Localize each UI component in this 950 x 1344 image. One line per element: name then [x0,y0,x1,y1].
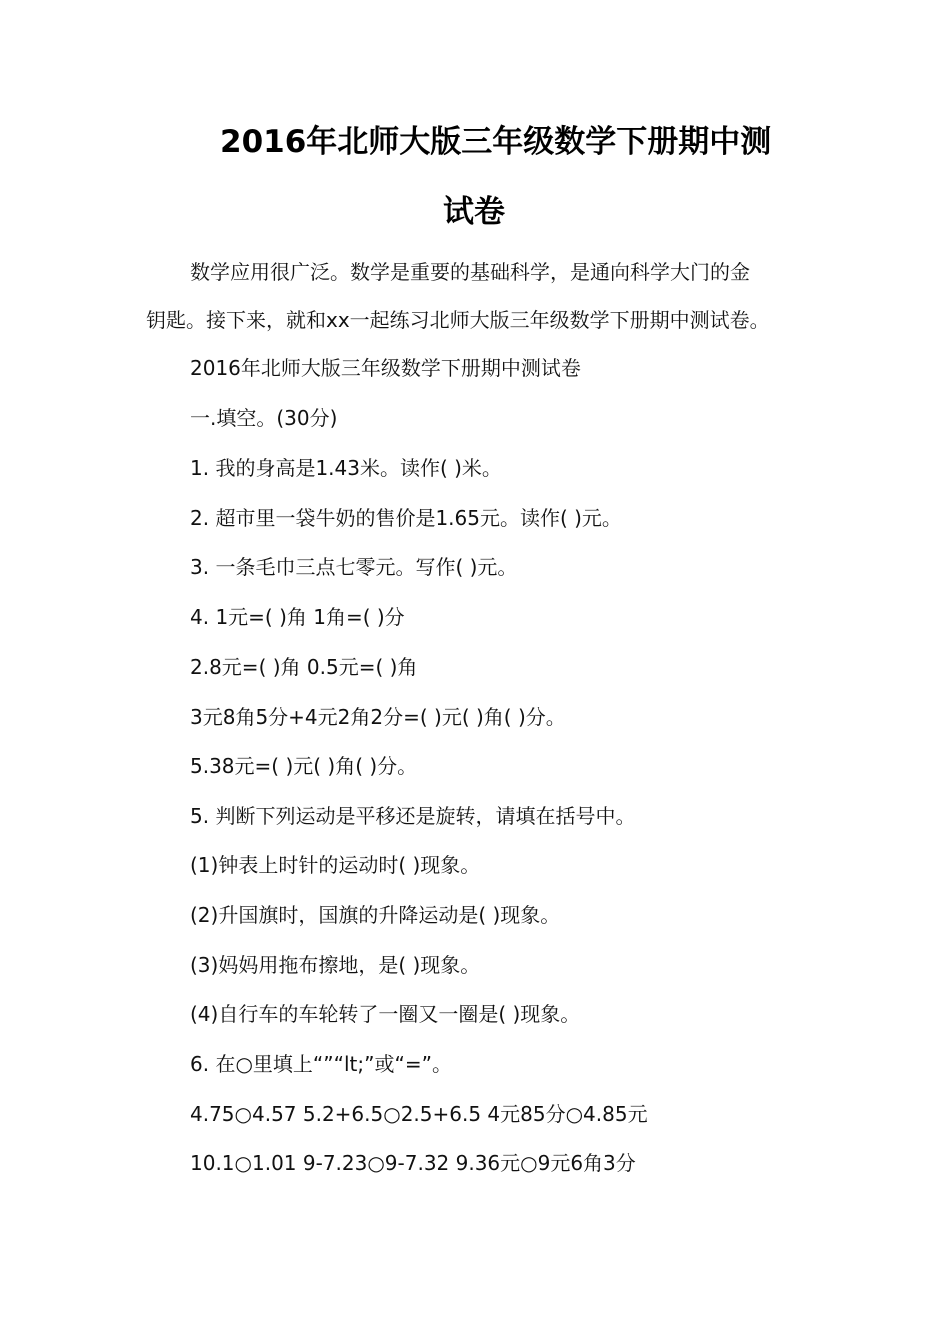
question-line: 3. 一条毛巾三点七零元。写作( )元。 [190,555,518,579]
question-line: 2. 超市里一袋牛奶的售价是1.65元。读作( )元。 [190,506,622,530]
question-line: 4.75○4.57 5.2+6.5○2.5+6.5 4元85分○4.85元 [190,1102,648,1126]
intro-paragraph-line-2: 钥匙。接下来，就和xx一起练习北师大版三年级数学下册期中测试卷。 [146,308,770,332]
question-line: 2.8元=( )角 0.5元=( )角 [190,655,418,679]
document-title-line-2: 试卷 [443,194,505,230]
section-heading: 一.填空。(30分) [190,406,338,430]
document-title-line-1: 2016年北师大版三年级数学下册期中测 [220,124,772,160]
question-line: 5.38元=( )元( )角( )分。 [190,754,418,778]
intro-paragraph-line-1: 数学应用很广泛。数学是重要的基础科学，是通向科学大门的金 [190,260,750,284]
question-line: 3元8角5分+4元2角2分=( )元( )角( )分。 [190,705,566,729]
question-line: 6. 在○里填上“”“lt;”或“=”。 [190,1052,452,1076]
question-line: 5. 判断下列运动是平移还是旋转，请填在括号中。 [190,804,636,828]
question-line: 1. 我的身高是1.43米。读作( )米。 [190,456,502,480]
question-line: (1)钟表上时针的运动时( )现象。 [190,853,481,877]
question-line: (3)妈妈用拖布擦地，是( )现象。 [190,953,481,977]
question-line: (2)升国旗时，国旗的升降运动是( )现象。 [190,903,561,927]
subtitle-line: 2016年北师大版三年级数学下册期中测试卷 [190,356,581,380]
question-line: 4. 1元=( )角 1角=( )分 [190,605,405,629]
question-line: 10.1○1.01 9-7.23○9-7.32 9.36元○9元6角3分 [190,1151,636,1175]
question-line: (4)自行车的车轮转了一圈又一圈是( )现象。 [190,1002,581,1026]
